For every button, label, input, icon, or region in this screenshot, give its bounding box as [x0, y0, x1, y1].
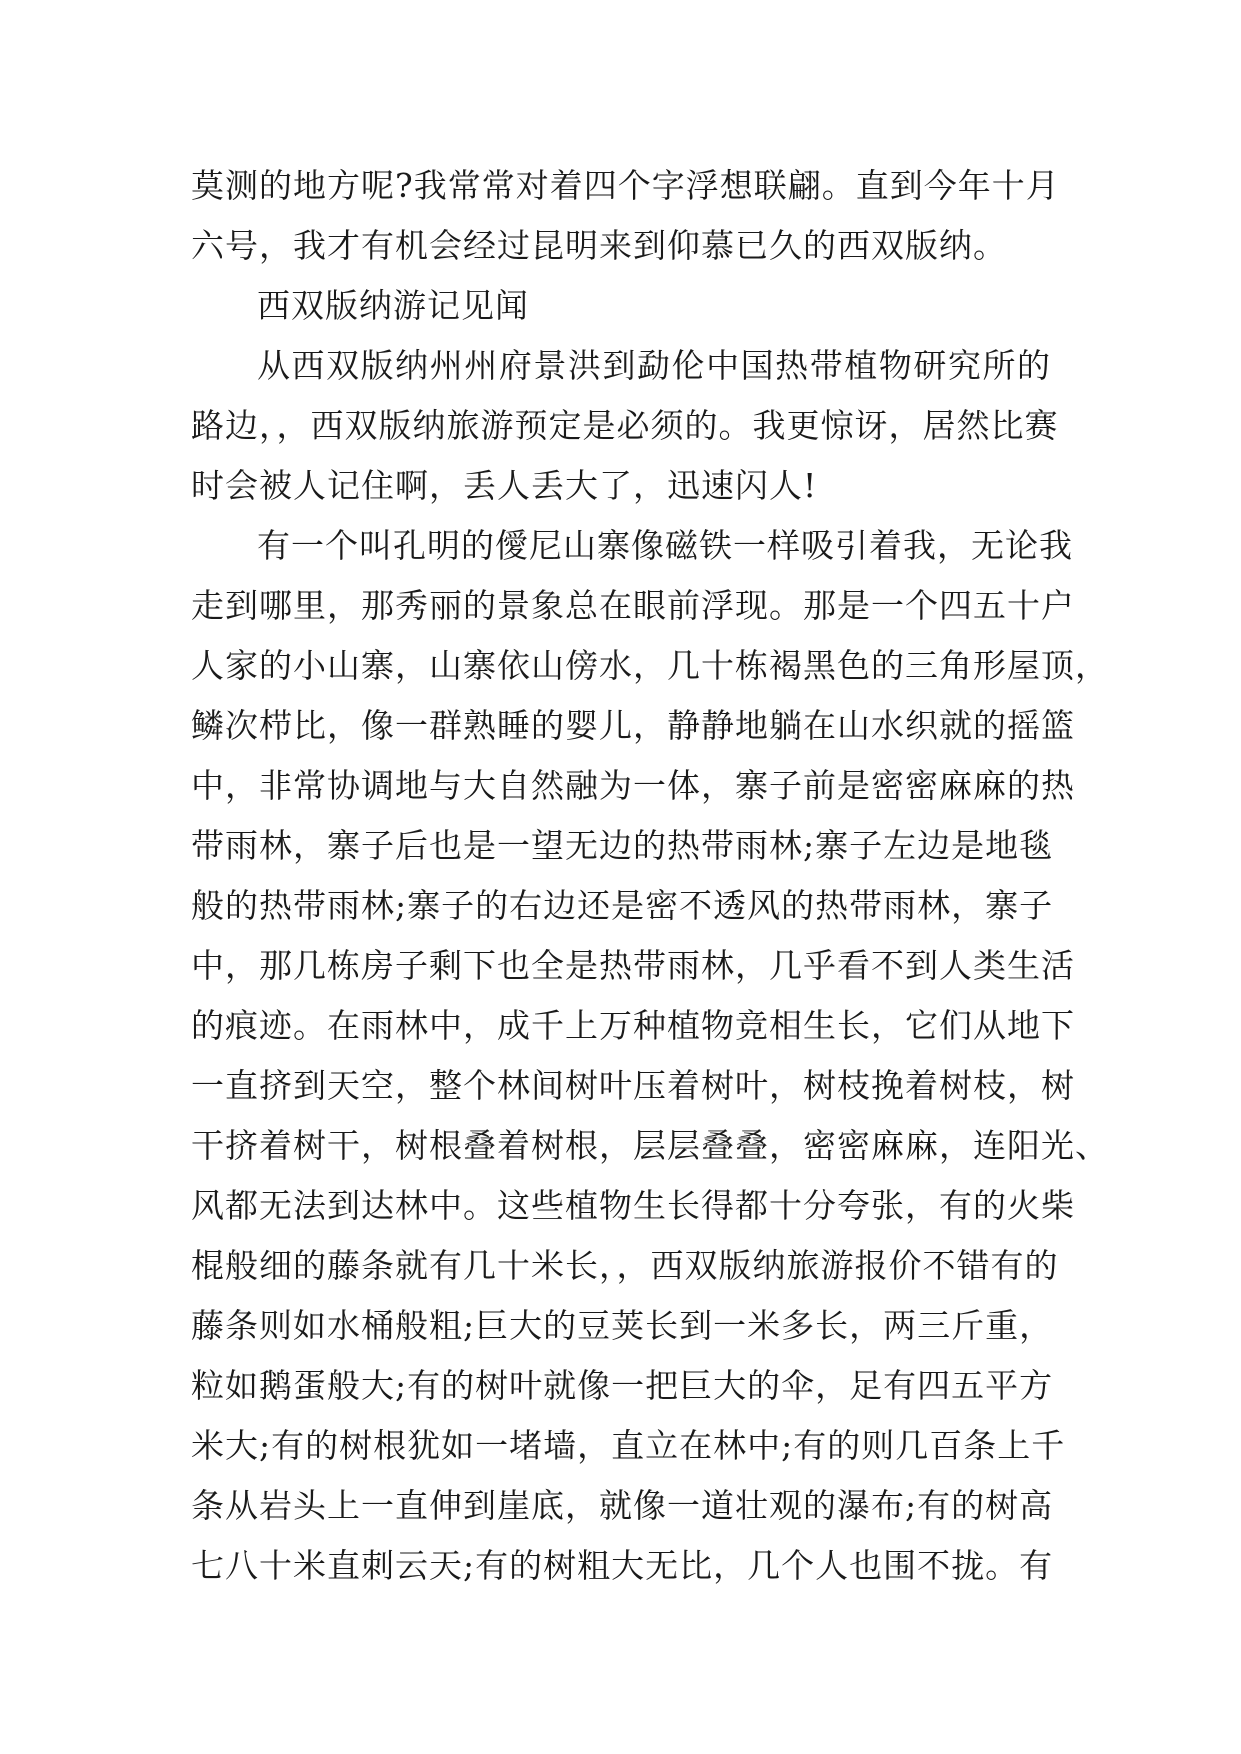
document-body	[191, 156, 1109, 1596]
paragraph-intro-end	[191, 156, 1060, 276]
text-line: 时会被人记住啊，丢人丢大了，迅速闪人!	[191, 466, 818, 505]
text-line: 条从岩头上一直伸到崖底，就像一道壮观的瀑布;有的树高	[191, 1486, 1054, 1525]
paragraph-village	[191, 516, 1109, 1596]
text-line: 七八十米直刺云天;有的树粗大无比，几个人也围不拢。有	[191, 1546, 1054, 1585]
text-line: 从西双版纳州州府景洪到勐伦中国热带植物研究所的	[257, 346, 1051, 385]
text-line: 的痕迹。在雨林中，成千上万种植物竞相生长，它们从地下	[191, 1006, 1075, 1045]
text-line: 风都无法到达林中。这些植物生长得都十分夸张，有的火柴	[191, 1186, 1075, 1225]
text-line: 莫测的地方呢?我常常对着四个字浮想联翩。直到今年十月	[191, 166, 1060, 205]
text-line: 有一个叫孔明的僾尼山寨像磁铁一样吸引着我，无论我	[257, 526, 1073, 565]
paragraph-route	[191, 336, 1059, 516]
text-line: 走到哪里，那秀丽的景象总在眼前浮现。那是一个四五十户	[191, 586, 1075, 625]
paragraph-heading	[191, 276, 1051, 336]
text-line: 鳞次栉比，像一群熟睡的婴儿，静静地躺在山水织就的摇篮	[191, 706, 1075, 745]
text-line: 中，那几栋房子剩下也全是热带雨林，几乎看不到人类生活	[191, 946, 1075, 985]
text-line: 般的热带雨林;寨子的右边还是密不透风的热带雨林，寨子	[191, 886, 1054, 925]
text-line: 人家的小山寨，山寨依山傍水，几十栋褐黑色的三角形屋顶，	[191, 646, 1109, 685]
text-line: 一直挤到天空，整个林间树叶压着树叶，树枝挽着树枝，树	[191, 1066, 1075, 1105]
text-line: 干挤着树干，树根叠着树根，层层叠叠，密密麻麻，连阳光、	[191, 1126, 1109, 1165]
text-line: 棍般细的藤条就有几十米长，，西双版纳旅游报价不错有的	[191, 1246, 1059, 1285]
text-line: 路边，，西双版纳旅游预定是必须的。我更惊讶，居然比赛	[191, 406, 1059, 445]
text-line: 六号，我才有机会经过昆明来到仰慕已久的西双版纳。	[191, 226, 1007, 265]
text-line: 藤条则如水桶般粗;巨大的豆荚长到一米多长，两三斤重，	[191, 1306, 1054, 1345]
text-line: 米大;有的树根犹如一堵墙，直立在林中;有的则几百条上千	[191, 1426, 1066, 1465]
text-line: 中，非常协调地与大自然融为一体，寨子前是密密麻麻的热	[191, 766, 1075, 805]
text-line: 带雨林，寨子后也是一望无边的热带雨林;寨子左边是地毯	[191, 826, 1054, 865]
text-line: 粒如鹅蛋般大;有的树叶就像一把巨大的伞，足有四五平方	[191, 1366, 1054, 1405]
section-heading: 西双版纳游记见闻	[257, 286, 529, 325]
